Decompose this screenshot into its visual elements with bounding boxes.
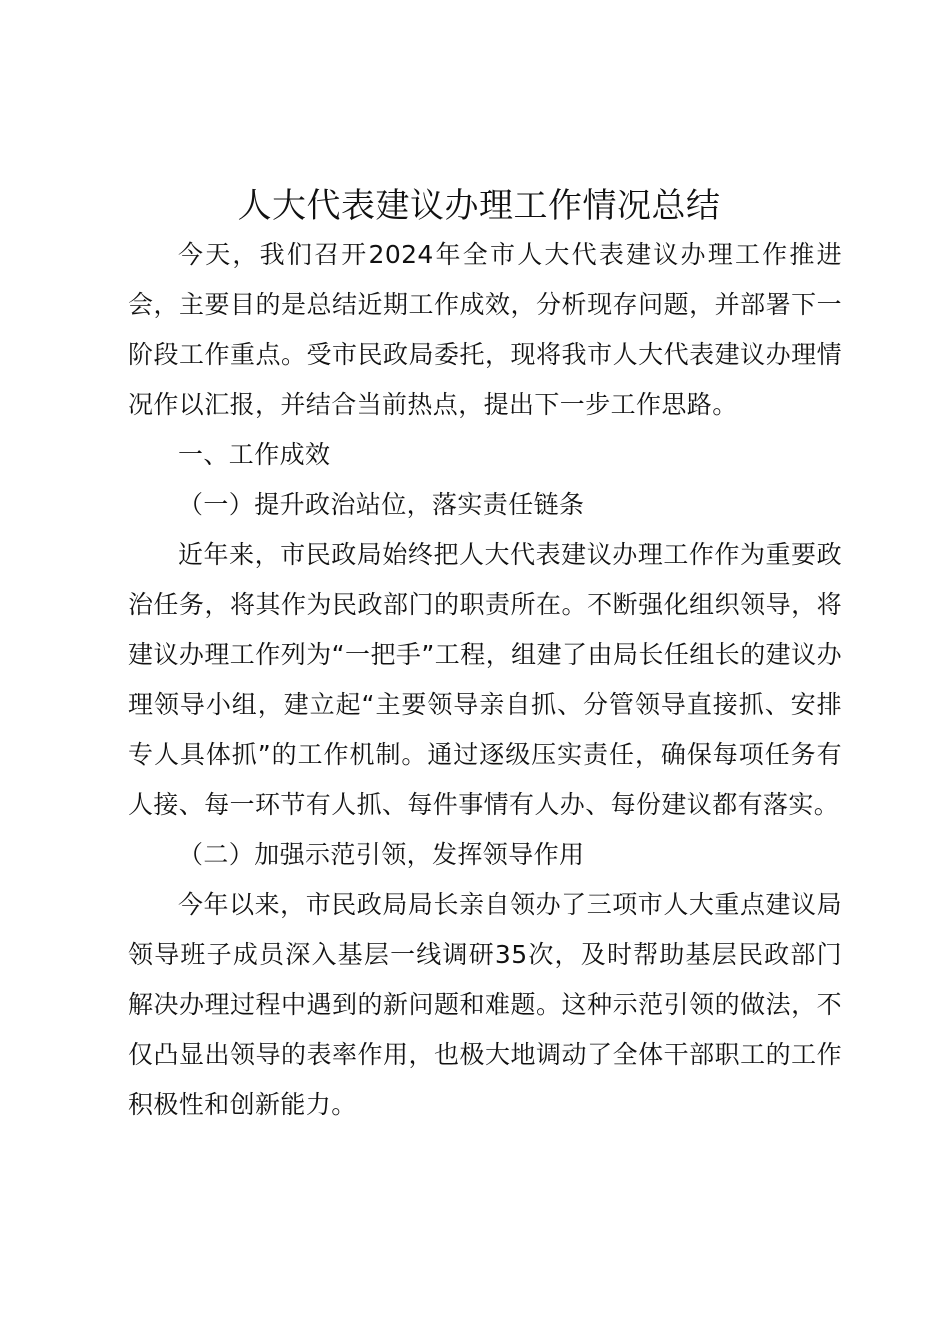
- paragraph-intro: 今天，我们召开2024年全市人大代表建议办理工作推进会，主要目的是总结近期工作成效，分析现存问题，并部署下一阶段工作重点。受市民政局委托，现将我市人大代表建议办理情况作以汇报，并结合当前热点，提出下一步工作思路。: [128, 240, 842, 419]
- document-body: [128, 230, 842, 1130]
- document-title: 人大代表建议办理工作情况总结: [237, 186, 721, 226]
- subsection-heading-1: （一）提升政治站位，落实责任链条: [178, 490, 585, 519]
- paragraph-subsection-2: 今年以来，市民政局局长亲自领办了三项市人大重点建议局领导班子成员深入基层一线调研35次，及时帮助基层民政部门解决办理过程中遇到的新问题和难题。这种示范引领的做法，不仅凸显出领导的表率作用，也极大地调动了全体干部职工的工作积极性和创新能力。: [128, 890, 842, 1119]
- section-heading-achievements: 一、工作成效: [178, 440, 331, 469]
- paragraph-subsection-1: 近年来，市民政局始终把人大代表建议办理工作作为重要政治任务，将其作为民政部门的职责所在。不断强化组织领导，将建议办理工作列为“一把手”工程，组建了由局长任组长的建议办理领导小组，建立起“主要领导亲自抓、分管领导直接抓、安排专人具体抓”的工作机制。通过逐级压实责任，确保每项任务有人接、每一环节有人抓、每件事情有人办、每份建议都有落实。: [128, 540, 842, 819]
- subsection-heading-2: （二）加强示范引领，发挥领导作用: [178, 840, 585, 869]
